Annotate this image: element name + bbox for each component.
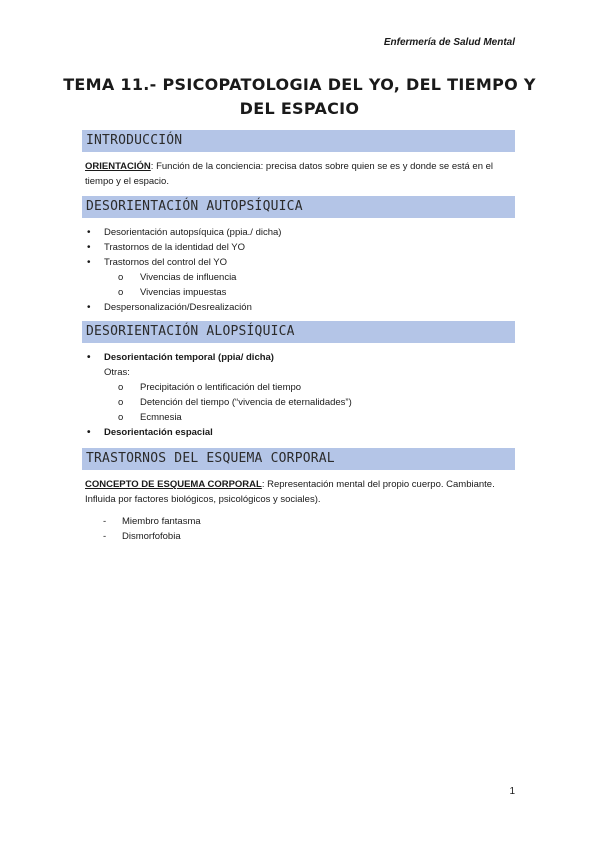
circle-bullet-icon: o bbox=[118, 272, 124, 283]
page-title bbox=[60, 73, 539, 121]
section-heading-introduccion: INTRODUCCIÓN bbox=[82, 130, 515, 152]
section-heading-esquema-corporal: TRASTORNOS DEL ESQUEMA CORPORAL bbox=[82, 448, 515, 470]
autopsiquica-list bbox=[85, 225, 515, 315]
sub-list-item bbox=[85, 270, 515, 285]
list-item bbox=[85, 225, 515, 240]
dash-bullet-icon: - bbox=[103, 531, 107, 542]
circle-bullet-icon: o bbox=[118, 412, 124, 423]
list-item-text: Desorientación autopsíquica (ppia./ dicha) bbox=[104, 227, 282, 238]
title-line-1: TEMA 11.- PSICOPATOLOGIA DEL YO, DEL TIEMPO Y bbox=[63, 75, 536, 94]
body-schema-text: : Representación mental del propio cuerpo. Cambiante. Influida por factores biológicos, psicológicos y sociales). bbox=[85, 479, 495, 505]
title-line-2: DEL ESPACIO bbox=[239, 99, 360, 118]
bullet-icon: • bbox=[87, 302, 91, 313]
sub-list-item-text: Precipitación o lentificación del tiempo bbox=[140, 382, 302, 393]
list-item bbox=[85, 529, 515, 544]
bullet-icon: • bbox=[87, 427, 91, 438]
sub-list-item-text: Vivencias de influencia bbox=[140, 272, 237, 283]
sub-list-item bbox=[85, 380, 515, 395]
list-item-text: Miembro fantasma bbox=[122, 516, 201, 527]
sub-list-item-text: Ecmnesia bbox=[140, 412, 182, 423]
list-item-text: Trastornos del control del YO bbox=[104, 257, 228, 268]
list-item bbox=[85, 350, 515, 365]
intro-paragraph bbox=[85, 159, 515, 189]
body-schema-paragraph bbox=[85, 477, 515, 507]
page-number: 1 bbox=[509, 786, 515, 797]
list-item bbox=[85, 240, 515, 255]
bullet-icon: • bbox=[87, 227, 91, 238]
alopsiquica-list bbox=[85, 350, 515, 440]
sub-list-item bbox=[85, 395, 515, 410]
dash-bullet-icon: - bbox=[103, 516, 107, 527]
circle-bullet-icon: o bbox=[118, 397, 124, 408]
intro-term: ORIENTACIÓN bbox=[85, 161, 151, 172]
running-header: Enfermería de Salud Mental bbox=[383, 37, 515, 48]
section-heading-autopsiquica: DESORIENTACIÓN AUTOPSÍQUICA bbox=[82, 196, 515, 218]
list-item-text: Dismorfofobia bbox=[122, 531, 181, 542]
list-item bbox=[85, 300, 515, 315]
sub-list-item-text: Detención del tiempo (“vivencia de eternalidades”) bbox=[140, 397, 352, 408]
others-label: Otras: bbox=[104, 367, 130, 378]
sub-list-item-text: Vivencias impuestas bbox=[140, 287, 227, 298]
sub-list-item bbox=[85, 410, 515, 425]
list-item bbox=[85, 255, 515, 270]
section-heading-alopsiquica: DESORIENTACIÓN ALOPSÍQUICA bbox=[82, 321, 515, 343]
body-schema-term: CONCEPTO DE ESQUEMA CORPORAL bbox=[85, 479, 262, 490]
bullet-icon: • bbox=[87, 257, 91, 268]
body-schema-list bbox=[85, 514, 515, 544]
circle-bullet-icon: o bbox=[118, 382, 124, 393]
circle-bullet-icon: o bbox=[118, 287, 124, 298]
bullet-icon: • bbox=[87, 352, 91, 363]
intro-text: : Función de la conciencia: precisa datos sobre quien se es y donde se está en el tiempo y el espacio. bbox=[85, 161, 494, 187]
list-item bbox=[85, 425, 515, 440]
list-item-text: Trastornos de la identidad del YO bbox=[104, 242, 246, 253]
list-item-text: Desorientación temporal (ppia/ dicha) bbox=[104, 352, 274, 363]
list-item-text: Desorientación espacial bbox=[104, 427, 213, 438]
sub-list-item bbox=[85, 285, 515, 300]
list-item-text: Despersonalización/Desrealización bbox=[104, 302, 252, 313]
list-item bbox=[85, 514, 515, 529]
bullet-icon: • bbox=[87, 242, 91, 253]
